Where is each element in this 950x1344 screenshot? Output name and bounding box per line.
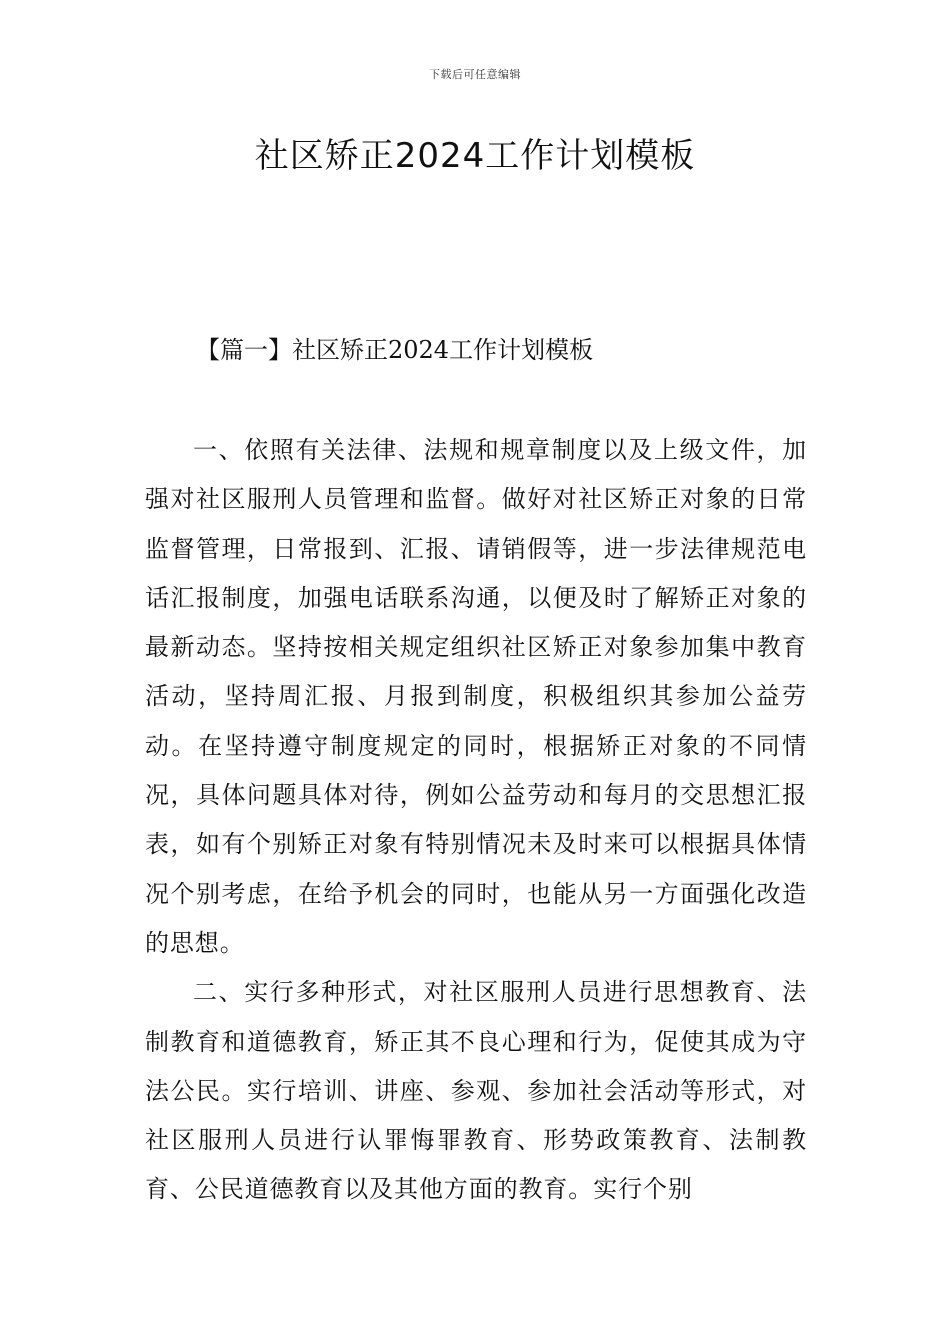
body-text (145, 426, 807, 1215)
paragraph-1: 一、依照有关法律、法规和规章制度以及上级文件，加强对社区服刑人员管理和监督。做好对社区矫正对象的日常监督管理，日常报到、汇报、请销假等，进一步法律规范电话汇报制度，加强电话联系沟通，以便及时了解矫正对象的最新动态。坚持按相关规定组织社区矫正对象参加集中教育活动，坚持周汇报、月报到制度，积极组织其参加公益劳动。在坚持遵守制度规定的同时，根据矫正对象的不同情况，具体问题具体对待，例如公益劳动和每月的交思想汇报表，如有个别矫正对象有特别情况未及时来可以根据具体情况个别考虑，在给予机会的同时，也能从另一方面强化改造的思想。 (145, 436, 807, 957)
section-heading: 【篇一】社区矫正2024工作计划模板 (196, 336, 594, 364)
document-title: 社区矫正2024工作计划模板 (254, 136, 696, 176)
paragraph-2: 二、实行多种形式，对社区服刑人员进行思想教育、法制教育和道德教育，矫正其不良心理和行为，促使其成为守法公民。实行培训、讲座、参观、参加社会活动等形式，对社区服刑人员进行认罪悔罪教育、形势政策教育、法制教育、公民道德教育以及其他方面的教育。实行个别 (145, 978, 807, 1204)
header-note: 下载后可任意编辑 (429, 68, 521, 81)
